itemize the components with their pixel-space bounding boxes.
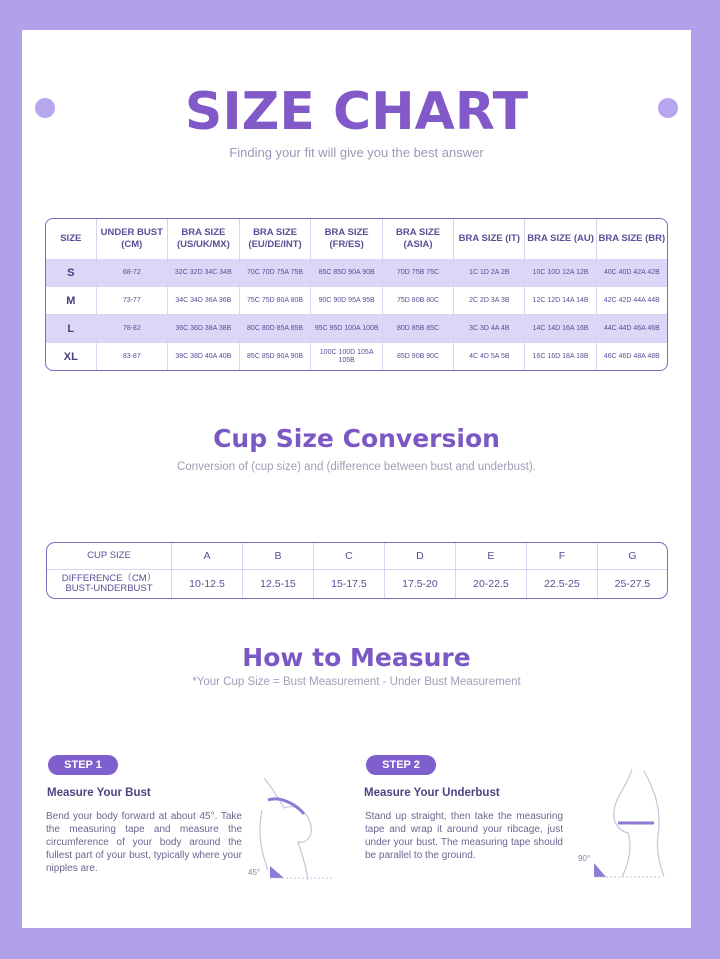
table-cell: 46C 46D 48A 48B <box>603 352 660 360</box>
table-cell: 95C 95D 100A 100B <box>311 315 382 343</box>
cup-size-label: CUP SIZE <box>47 543 172 570</box>
table-cell: 85D 90B 90C <box>383 343 454 370</box>
table-cell: 73-77 <box>97 287 168 315</box>
size-table-header: SIZE <box>46 219 97 259</box>
table-cell: 3C 3D 4A 4B <box>454 315 525 343</box>
table-cell: 68-72 <box>97 259 168 287</box>
table-cell: 2C 2D 3A 3B <box>454 287 525 315</box>
underbust-measure-illustration <box>570 765 675 883</box>
size-table-header: BRA SIZE (IT) <box>454 219 525 259</box>
table-cell: 12.5-15 <box>243 570 314 598</box>
table-cell: 38C 38D 40A 40B <box>168 343 240 370</box>
difference-label-line1: DIFFERENCE（CM） <box>61 573 157 584</box>
table-cell: 20-22.5 <box>456 570 527 598</box>
table-cell: 34C 34D 36A 36B <box>168 287 240 315</box>
bust-measure-illustration <box>244 770 344 885</box>
table-cell: 85C 85D 90A 90B <box>311 259 382 287</box>
difference-label <box>47 570 172 598</box>
page-title: SIZE CHART <box>184 82 529 142</box>
table-cell: 40C 40D 42A 42B <box>597 259 667 287</box>
table-cell: 90C 90D 95A 95B <box>311 287 382 315</box>
table-cell: 17.5-20 <box>385 570 456 598</box>
table-cell: F <box>527 543 598 570</box>
table-cell: M <box>46 287 97 315</box>
table-cell: XL <box>46 343 97 370</box>
size-table-header: BRA SIZE (FR/ES) <box>311 219 382 259</box>
cup-section-title: Cup Size Conversion <box>213 424 500 453</box>
table-cell: 75D 80B 80C <box>383 287 454 315</box>
table-cell: 100C 100D 105A 105B <box>311 343 382 370</box>
table-row <box>47 543 667 570</box>
table-cell: 16C 16D 18A 18B <box>525 343 596 370</box>
size-table-header: BRA SIZE (US/UK/MX) <box>168 219 240 259</box>
step1-pill: STEP 1 <box>48 755 118 775</box>
cup-size-table <box>46 542 668 599</box>
table-cell: 80C 80D 85A 85B <box>240 315 312 343</box>
table-cell: 10-12.5 <box>172 570 243 598</box>
table-cell: 4C 4D 5A 5B <box>454 343 525 370</box>
table-cell: 10C 10D 12A 12B <box>525 259 596 287</box>
table-cell: 70C 70D 75A 75B <box>240 259 312 287</box>
table-cell: A <box>172 543 243 570</box>
table-cell: D <box>385 543 456 570</box>
table-cell: L <box>46 315 97 343</box>
table-row <box>47 570 667 598</box>
table-cell: 25-27.5 <box>614 578 651 590</box>
table-cell: 78-82 <box>97 315 168 343</box>
size-chart-card <box>22 30 691 928</box>
table-cell: S <box>46 259 97 287</box>
table-cell: 1C 1D 2A 2B <box>454 259 525 287</box>
table-cell: 83-87 <box>97 343 168 370</box>
table-cell: G <box>598 543 667 570</box>
table-cell: 22.5-25 <box>527 570 598 598</box>
table-cell: B <box>243 543 314 570</box>
step1-body: Bend your body forward at about 45°. Take the measuring tape and measure the circumference of your body around the fullest part of your bust, typically where your nipples are. <box>46 811 242 874</box>
step1-angle-label: 45° <box>248 868 261 877</box>
step1-heading: Measure Your Bust <box>47 787 151 799</box>
table-cell: 42C 42D 44A 44B <box>597 287 667 315</box>
cup-section-subtitle: Conversion of (cup size) and (difference between bust and underbust). <box>176 461 537 473</box>
table-cell: 80D 85B 85C <box>383 315 454 343</box>
difference-label-line2: BUST-UNDERBUST <box>65 583 153 594</box>
table-cell: 75C 75D 80A 80B <box>240 287 312 315</box>
table-cell: E <box>456 543 527 570</box>
size-table-header: UNDER BUST (CM) <box>97 219 168 259</box>
table-cell: 12C 12D 14A 14B <box>525 287 596 315</box>
size-table-header: BRA SIZE (BR) <box>598 233 666 244</box>
step2-heading: Measure Your Underbust <box>364 787 500 799</box>
size-table-header-row <box>46 219 667 259</box>
measure-section-subtitle: *Your Cup Size = Bust Measurement - Under Bust Measurement <box>192 676 521 688</box>
table-row <box>46 315 667 343</box>
table-cell: 70D 75B 75C <box>383 259 454 287</box>
size-table <box>45 218 668 371</box>
table-cell: 14C 14D 16A 16B <box>525 315 596 343</box>
table-cell: 15-17.5 <box>314 570 385 598</box>
table-row <box>46 287 667 315</box>
step2-angle-label: 90° <box>578 854 591 863</box>
step2-pill: STEP 2 <box>366 755 436 775</box>
measure-section-title: How to Measure <box>242 643 471 672</box>
table-cell: 32C 32D 34C 34B <box>168 259 240 287</box>
table-cell: C <box>314 543 385 570</box>
table-row <box>46 343 667 370</box>
table-cell: 85C 85D 90A 90B <box>240 343 312 370</box>
size-table-header: BRA SIZE (AU) <box>525 219 596 259</box>
table-cell: 44C 44D 46A 46B <box>597 315 667 343</box>
page-subtitle: Finding your fit will give you the best answer <box>229 145 484 160</box>
step2-body: Stand up straight, then take the measuring tape and wrap it around your ribcage, just under your bust. The measuring tape should be parallel to the ground. <box>365 811 563 861</box>
table-row <box>46 259 667 287</box>
table-cell: 36C 36D 38A 38B <box>168 315 240 343</box>
size-table-header: BRA SIZE (ASIA) <box>383 219 454 259</box>
size-table-header: BRA SIZE (EU/DE/INT) <box>240 219 312 259</box>
